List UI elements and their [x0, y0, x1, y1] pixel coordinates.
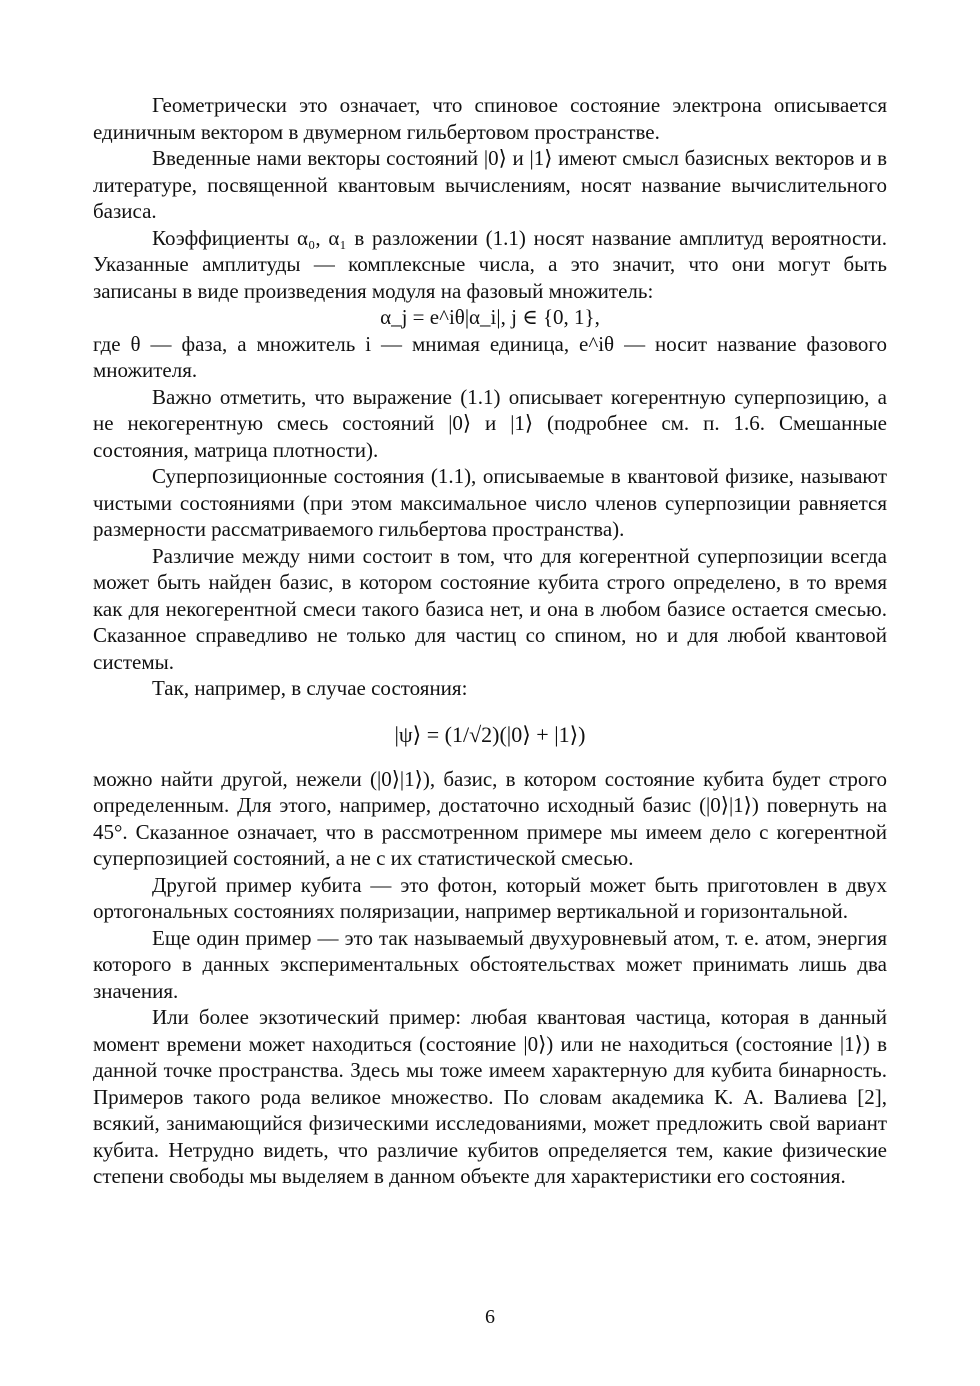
paragraph-5: Важно отметить, что выражение (1.1) описывает когерентную суперпозицию, а не некогерентную смесь состояний |0⟩ и |1⟩ (подробнее см. п. 1.6. Смешанные состояния, матрица плотности). [93, 384, 887, 462]
paragraph-4: где θ — фаза, а множитель i — мнимая единица, e^iθ — носит название фазового множителя. [93, 331, 887, 382]
body-text [93, 92, 887, 1190]
paragraph-6: Суперпозиционные состояния (1.1), описываемые в квантовой физике, называют чистыми состояниями (при этом максимальное число членов суперпозиции равняется размерности рассматриваемого гильбертова пространства). [93, 464, 887, 541]
paragraph-8: Так, например, в случае состояния: [152, 676, 468, 700]
paragraph-10: Другой пример кубита — это фотон, который может быть приготовлен в двух ортогональных состояниях поляризации, например вертикальной и горизонтальной. [93, 872, 887, 923]
formula-amplitude: α_j = e^iθ|α_i|, j ∈ {0, 1}, [380, 305, 600, 329]
page-number: 6 [485, 1306, 495, 1328]
paragraph-1: Геометрически это означает, что спиновое состояние электрона описывается единичным вектором в двумерном гильбертовом пространстве. [93, 93, 887, 144]
paragraph-11: Еще один пример — это так называемый двухуровневый атом, т. е. атом, энергия которого в данных экспериментальных обстоятельствах может принимать лишь два значения. [93, 925, 887, 1003]
paragraph-3: Коэффициенты α₀, α₁ в разложении (1.1) носят название амплитуд вероятности. Указанные амплитуды — комплексные числа, а это значит, что они могут быть записаны в виде произведения модуля на фазовый множитель: [93, 225, 887, 303]
paragraph-12: Или более экзотический пример: любая квантовая частица, которая в данный момент времени может находиться (состояние |0⟩) или не находиться (состояние |1⟩) в данной точке пространства. Здесь мы тоже имеем характерную для кубита бинарность. Примеров такого рода великое множество. По словам академика К. А. Валиева [2], всякий, занимающийся физическими исследованиями, может предложить свой вариант кубита. Нетрудно видеть, что различие кубитов определяется тем, какие физические степени свободы мы выделяем в данном объекте для характеристики его состояния. [93, 1005, 887, 1188]
formula-psi-state: |ψ⟩ = (1/√2)(|0⟩ + |1⟩) [394, 722, 586, 748]
paragraph-7: Различие между ними состоит в том, что для когерентной суперпозиции всегда может быть найден базис, в котором состояние кубита строго определено, в то время как для некогерентной смеси такого базиса нет, и она в любом базисе остается смесью. Сказанное справедливо не только для частиц со спином, но и для любой квантовой системы. [93, 543, 887, 674]
paragraph-2: Введенные нами векторы состояний |0⟩ и |1⟩ имеют смысл базисных векторов и в литературе, посвященной квантовым вычислениям, носят название вычислительного базиса. [93, 146, 887, 223]
paragraph-9: можно найти другой, нежели (|0⟩|1⟩), базис, в котором состояние кубита будет строго определенным. Для этого, например, достаточно исходный базис (|0⟩|1⟩) повернуть на 45°. Сказанное означает, что в рассмотренном примере мы имеем дело с когерентной суперпозицией состояний, а не с их статистической смесью. [93, 766, 887, 870]
